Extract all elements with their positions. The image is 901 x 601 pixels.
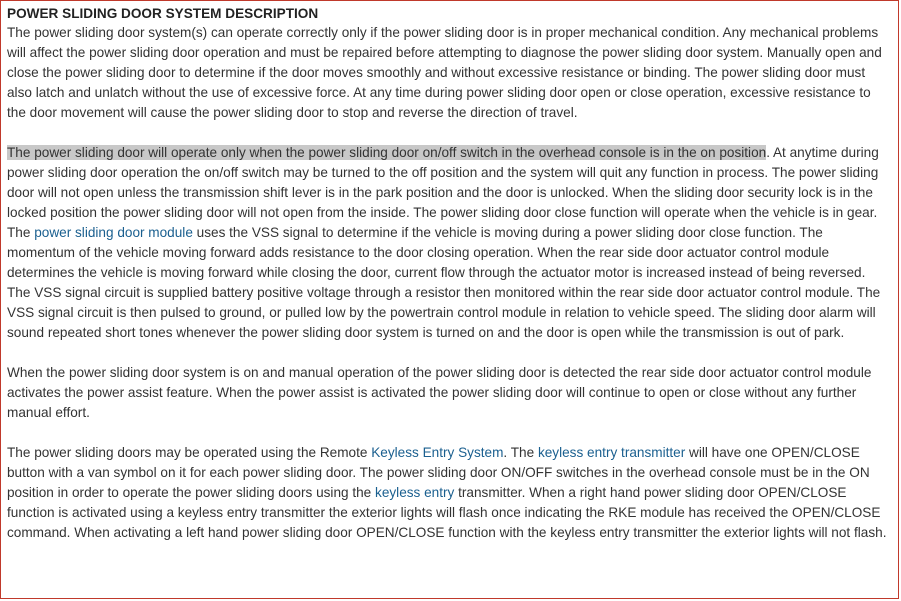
paragraph-spacer bbox=[7, 123, 891, 143]
section-title: POWER SLIDING DOOR SYSTEM DESCRIPTION bbox=[7, 6, 319, 21]
paragraph-text: . At anytime during power sliding door operation the on/off switch may be turned to the off position and the system will quit any function in process. The power sliding door will not open unless the transmission shift lever is in the park position and the door is unlocked. When the sliding door security lock is in the locked position the power sliding door will not open from the inside. The power sliding door close function will operate when the vehicle is in gear. The bbox=[7, 145, 879, 240]
highlighted-sentence: The power sliding door will operate only when the power sliding door on/off switch in the overhead console is in the on position bbox=[7, 145, 767, 160]
link-power-sliding-door-module[interactable]: power sliding door module bbox=[34, 225, 193, 240]
paragraph-spacer bbox=[7, 343, 891, 363]
link-keyless-entry-transmitter[interactable]: keyless entry transmitter bbox=[537, 445, 686, 460]
paragraph-text: The power sliding doors may be operated using the Remote bbox=[7, 445, 372, 460]
paragraph-text: . The bbox=[503, 445, 538, 460]
link-keyless-entry[interactable]: keyless entry bbox=[375, 485, 455, 500]
paragraph-power-assist: When the power sliding door system is on and manual operation of the power sliding door is detected the rear side door actuator control module activates the power assist feature. When the power assist is activated the power sliding door will continue to open or close without any further manual effort. bbox=[7, 365, 872, 420]
paragraph-text: will have one OPEN/CLOSE button with a van symbol on it for each power sliding door. The power sliding door ON/OFF switches in the overhead console must be in the ON position in order to operate the power sliding doors using the bbox=[7, 445, 870, 500]
document-body bbox=[7, 4, 891, 543]
paragraph-text: transmitter. When a right hand power sliding door OPEN/CLOSE function is activated using a keyless entry transmitter the exterior lights will flash once indicating the RKE module has received the OPEN/CLOSE command. When activating a left hand power sliding door OPEN/CLOSE function with the keyless entry transmitter the exterior lights will not flash. bbox=[7, 485, 887, 540]
paragraph-keyless-entry bbox=[7, 443, 891, 543]
link-keyless-entry-system[interactable]: Keyless Entry System bbox=[371, 445, 504, 460]
paragraph-mechanical-condition: The power sliding door system(s) can operate correctly only if the power sliding door is in proper mechanical condition. Any mechanical problems will affect the power sliding door operation and must be repaired before attempting to diagnose the power sliding door system. Manually open and close the power sliding door to determine if the door moves smoothly and without excessive resistance or binding. The power sliding door must also latch and unlatch without the use of excessive force. At any time during power sliding door open or close operation, excessive resistance to the door movement will cause the power sliding door to stop and reverse the direction of travel. bbox=[7, 25, 882, 120]
paragraph-text: uses the VSS signal to determine if the vehicle is moving during a power sliding door close function. The momentum of the vehicle moving forward adds resistance to the door closing operation. When the rear side door actuator control module determines the vehicle is moving forward while closing the door, current flow through the actuator motor is increased instead of being reversed. The VSS signal circuit is supplied battery positive voltage through a resistor then monitored within the rear side door actuator control module. The VSS signal circuit is then pulsed to ground, or pulled low by the powertrain control module in relation to vehicle speed. The sliding door alarm will sound repeated short tones whenever the power sliding door system is turned on and the door is open while the transmission is out of park. bbox=[7, 225, 881, 340]
paragraph-operation bbox=[7, 143, 891, 343]
paragraph-spacer bbox=[7, 423, 891, 443]
